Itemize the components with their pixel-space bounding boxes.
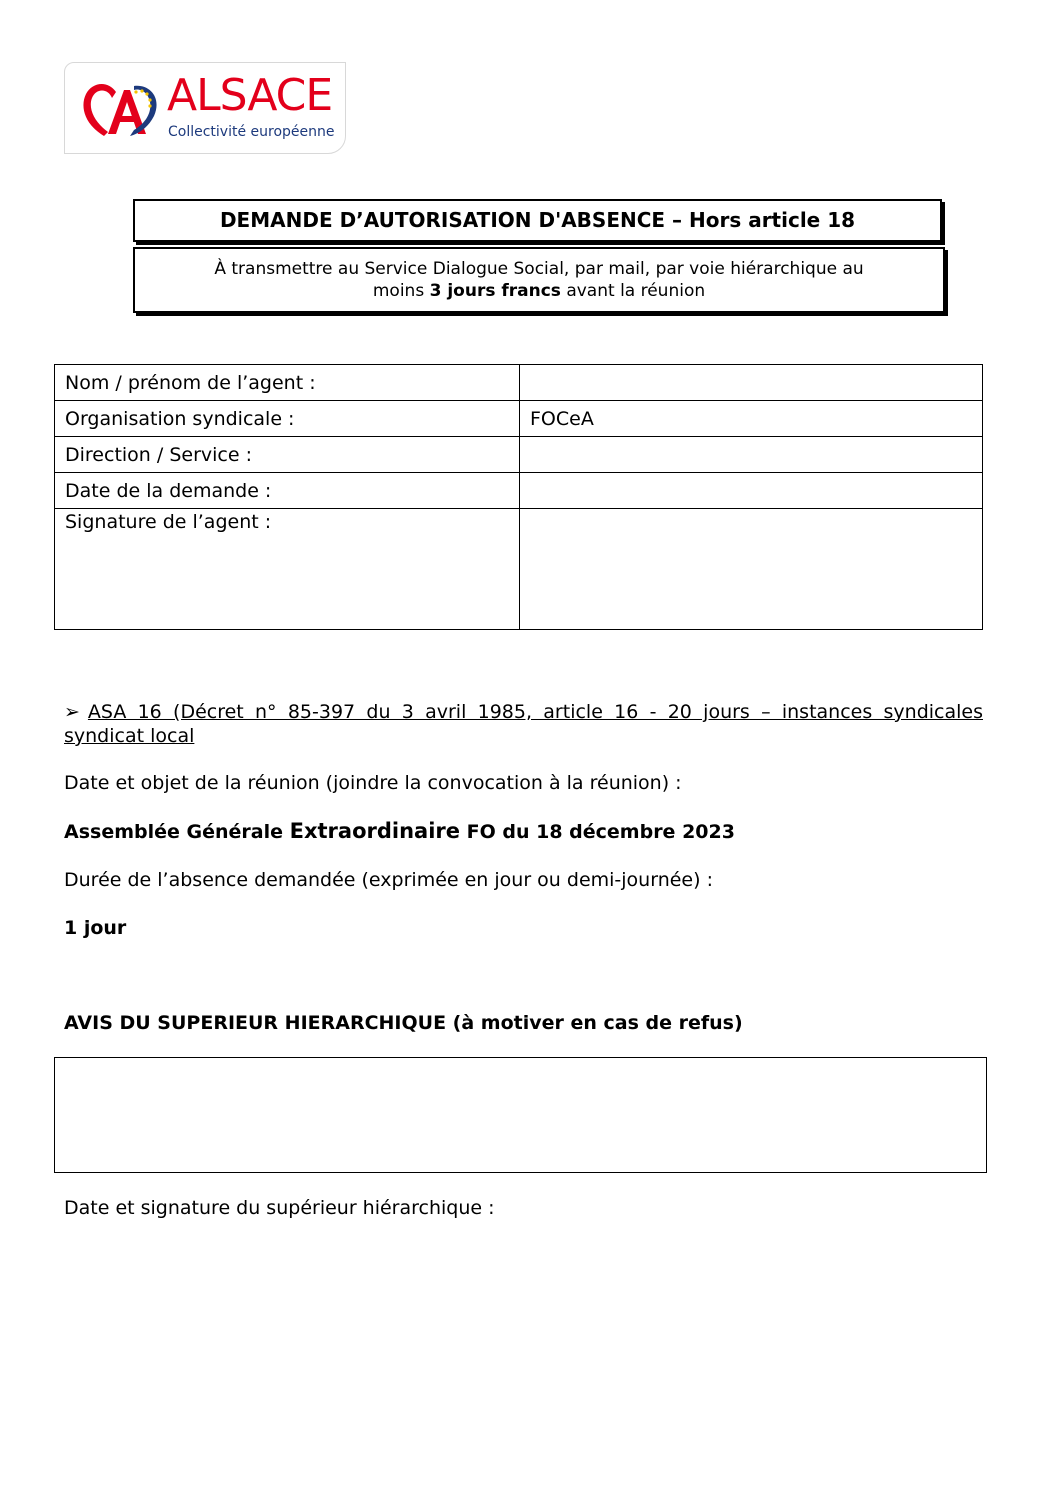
instructions-line-2	[135, 280, 943, 302]
reunion-value-part-3: FO du 18 décembre 2023	[460, 821, 735, 843]
row-label-organisation: Organisation syndicale :	[55, 401, 520, 437]
instructions-box	[133, 247, 945, 313]
avis-superieur-box[interactable]	[54, 1057, 987, 1173]
title-box	[133, 199, 942, 242]
instructions-line-2-start: moins	[372, 281, 430, 301]
alsace-logo	[64, 62, 346, 154]
avis-heading: AVIS DU SUPERIEUR HIERARCHIQUE (à motiver en cas de refus)	[64, 1012, 743, 1034]
document-title: DEMANDE D’AUTORISATION D'ABSENCE – Hors article 18	[219, 208, 856, 232]
table-row	[55, 365, 983, 401]
table-row	[55, 509, 983, 630]
logo-brand-text: ALSACE	[167, 70, 333, 121]
instructions-line-1: À transmettre au Service Dialogue Social, par mail, par voie hiérarchique au	[214, 259, 864, 279]
reunion-value-part-2: Extraordinaire	[289, 819, 460, 843]
field-organisation-syndicale[interactable]: FOCeA	[520, 401, 983, 437]
table-row	[55, 473, 983, 509]
logo-tagline: Collectivité européenne	[168, 124, 335, 140]
field-nom-prenom[interactable]	[520, 365, 983, 401]
field-direction-service[interactable]	[520, 437, 983, 473]
agent-info-table	[54, 364, 983, 630]
row-label-date: Date de la demande :	[55, 473, 520, 509]
duree-value: 1 jour	[64, 917, 127, 939]
field-date-demande[interactable]	[520, 473, 983, 509]
heart-a-emblem-icon	[78, 76, 164, 142]
table-row	[55, 437, 983, 473]
row-label-nom: Nom / prénom de l’agent :	[55, 365, 520, 401]
asa-reference	[64, 700, 983, 748]
asa-text: ASA 16 (Décret n° 85-397 du 3 avril 1985, article 16 - 20 jours – instances syndicales syndicat local	[64, 701, 983, 747]
field-signature-agent[interactable]	[520, 509, 983, 630]
duree-label: Durée de l’absence demandée (exprimée en jour ou demi-journée) :	[64, 869, 713, 891]
arrow-bullet-icon: ➢	[64, 701, 80, 723]
instructions-deadline: 3 jours francs	[429, 281, 561, 301]
table-row	[55, 401, 983, 437]
row-label-direction: Direction / Service :	[55, 437, 520, 473]
instructions-line-2-end: avant la réunion	[560, 281, 706, 301]
reunion-label: Date et objet de la réunion (joindre la convocation à la réunion) :	[64, 772, 682, 794]
signature-superieur-label: Date et signature du supérieur hiérarchique :	[64, 1197, 495, 1219]
reunion-value	[64, 819, 735, 844]
reunion-value-part-1: Assemblée Générale	[64, 821, 290, 843]
row-label-signature: Signature de l’agent :	[55, 509, 520, 630]
